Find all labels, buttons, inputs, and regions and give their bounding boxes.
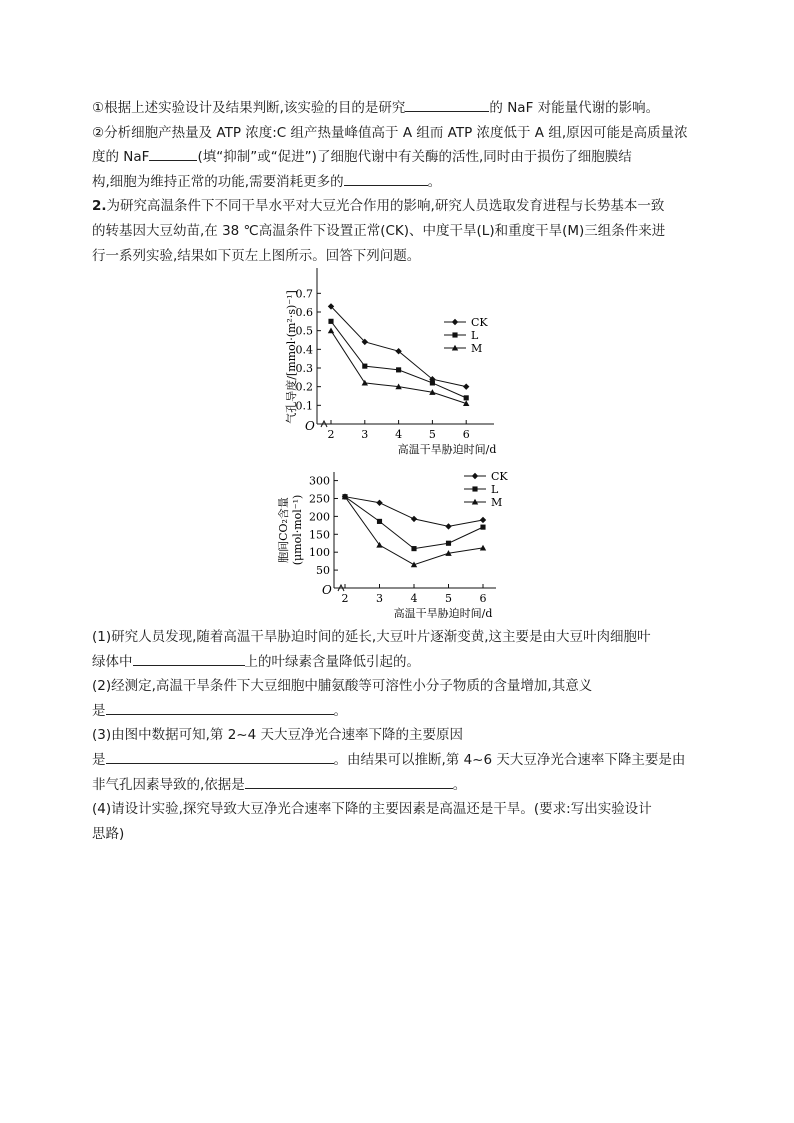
x-tick-label: 5 [428,428,436,441]
text-line: (4)请设计实验,探究导致大豆净光合速率下降的主要因素是高温还是干旱。(要求:写出实验设计 [92,801,652,818]
sub-q4 [92,797,704,822]
data-point-square [446,541,451,546]
text-line: 度的 NaF [92,149,150,166]
sub-question-2-end [92,170,704,195]
sub-q3-cont [92,748,704,773]
data-point-square [472,486,477,491]
chart-svg [282,262,522,460]
answer-blank[interactable] [133,650,245,666]
data-point-diamond [445,523,451,529]
y-tick-label: 0.5 [295,324,313,338]
text-line: (1)研究人员发现,随着高温干旱胁迫时间的延长,大豆叶片逐渐变黄,这主要是由大豆叶肉细胞叶 [92,629,651,645]
chart-svg [278,468,522,618]
data-point-triangle [328,327,334,333]
y-tick-label: 0.1 [295,399,313,413]
series-line-m [345,497,483,565]
y-tick-label: 0.2 [295,380,313,394]
y-tick-label: 150 [309,528,330,542]
origin-label: O [322,583,332,597]
x-tick-label: 4 [410,592,418,605]
x-tick-label: 3 [361,428,369,441]
y-tick-label: 0.4 [295,343,313,357]
text-line: 。由结果可以推断,第 4~6 天大豆净光合速率下降主要是由 [333,751,686,768]
text-line: (2)经测定,高温干旱条件下大豆细胞中脯氨酸等可溶性小分子物质的含量增加,其意义 [92,678,593,695]
series-line-ck [331,306,466,386]
sub-q2 [92,674,704,699]
x-axis-title: 高温干旱胁迫时间/d [393,607,493,618]
text-line: ②分析细胞产热量及 ATP 浓度:C 组产热量峰值高于 A 组而 ATP 浓度低于 A 组,原因可能是高质量浓 [92,124,688,141]
sub-question-2 [92,121,704,146]
y-tick-label: 0.6 [295,306,313,319]
x-tick-label: 5 [445,592,452,605]
x-tick-label: 2 [327,428,335,441]
text-line: 是 [92,751,106,768]
data-point-square [328,319,333,324]
data-point-diamond [472,473,478,479]
y-tick-label: 50 [316,564,330,578]
text-line: 的转基因大豆幼苗,在 38 ℃高温条件下设置正常(CK)、中度干旱(L)和重度干旱(M)三组条件来进 [92,222,666,239]
legend-label: L [471,329,479,342]
answer-blank[interactable] [245,773,453,789]
text-line: 。 [427,173,442,190]
y-tick-label: 250 [309,492,330,506]
sub-q3 [92,723,704,748]
data-point-square [430,380,435,385]
text-line: 是 [92,702,106,719]
answer-blank[interactable] [149,145,197,161]
data-point-diamond [376,500,382,506]
origin-label: O [305,419,315,433]
y-axis-title: 胞间CO₂含量 [278,497,290,563]
text-line: 。 [333,702,347,719]
data-point-diamond [411,516,417,522]
series-line-l [345,497,483,549]
text-line: 构,细胞为维持正常的功能,需要消耗更多的 [92,173,344,190]
data-point-diamond [463,383,469,389]
x-tick-label: 4 [395,428,403,441]
series-line-m [331,331,466,404]
sub-question-2-cont [92,145,704,170]
sub-q3-end [92,773,704,798]
data-point-square [377,519,382,524]
question-number: 2. [92,198,107,215]
text-line: 绿体中 [92,653,133,670]
x-tick-label: 3 [376,592,383,605]
legend-label: CK [491,470,508,483]
text-line: 思路) [92,825,125,842]
intercellular-co2-chart [278,468,522,618]
x-tick-label: 6 [479,592,487,605]
sub-q1 [92,625,704,650]
answer-blank[interactable] [106,699,334,715]
y-tick-label: 0.3 [295,362,313,375]
question-2-stem [92,194,704,219]
text-line: 。 [452,776,467,793]
answer-blank[interactable] [344,170,428,186]
data-point-square [396,367,401,372]
data-point-square [362,364,367,369]
data-point-triangle [362,380,368,386]
answer-blank[interactable] [405,96,489,112]
text-line: (3)由图中数据可知,第 2~4 天大豆净光合速率下降的主要原因 [92,727,463,744]
text-line: (填“抑制”或“促进”)了细胞代谢中有关酶的活性,同时由于损伤了细胞膜结 [197,149,632,166]
question-page [92,96,704,268]
legend-label: M [471,342,483,355]
data-point-diamond [480,517,486,523]
y-axis-title: 气孔导度/[mmol·(m²·s)⁻¹] [285,290,298,424]
answer-blank[interactable] [106,748,334,764]
y-axis-unit: (μmol·mol⁻¹) [291,494,304,566]
data-point-triangle [480,545,486,551]
y-tick-label: 0.7 [295,287,313,301]
text-line: 的 NaF 对能量代谢的影响。 [489,100,660,116]
question-2-stem-cont [92,219,704,244]
text-line: ①根据上述实验设计及结果判断,该实验的目的是研究 [92,100,406,116]
y-tick-label: 200 [309,510,330,524]
text-line: 上的叶绿素含量降低引起的。 [244,653,420,670]
sub-q1-cont [92,650,704,675]
y-tick-label: 300 [309,474,330,488]
data-point-diamond [452,319,458,325]
sub-questions [92,625,704,846]
text-line: 为研究高温条件下不同干旱水平对大豆光合作用的影响,研究人员选取发育进程与长势基本一致 [106,198,665,215]
x-tick-label: 2 [341,592,349,605]
data-point-square [464,395,469,400]
x-tick-label: 6 [462,428,470,441]
stomatal-conductance-chart [282,262,522,460]
legend-label: L [491,483,499,496]
data-point-square [480,525,485,530]
data-point-square [452,332,457,337]
sub-question-1 [92,96,704,121]
data-point-square [411,546,416,551]
y-tick-label: 100 [309,546,330,560]
sub-q4-cont [92,822,704,847]
x-axis-title: 高温干旱胁迫时间/d [397,443,497,456]
text-line: 行一系列实验,结果如下页左上图所示。回答下列问题。 [92,247,421,264]
sub-q2-cont [92,699,704,724]
text-line: 非气孔因素导致的,依据是 [92,776,245,793]
legend-label: CK [471,316,488,329]
legend-label: M [491,496,503,509]
